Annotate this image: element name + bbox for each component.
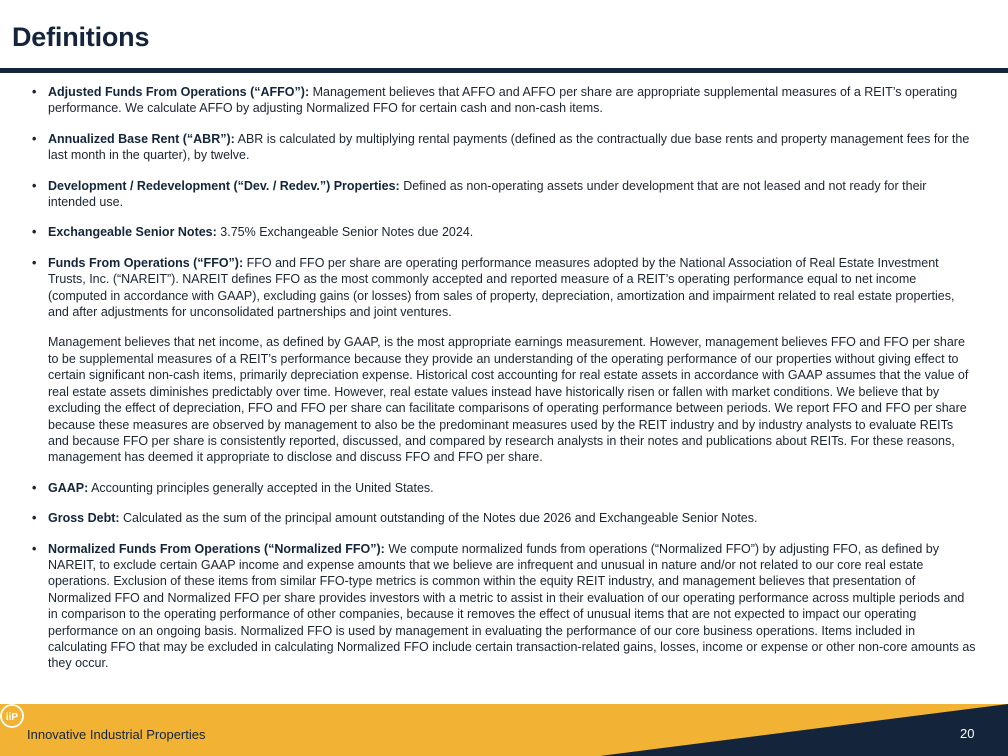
- definition-text: Management believes that AFFO and AFFO per share are appropriate supplemental measures of a REIT’s operating performance. We calculate AFFO by adjusting Normalized FFO for certain cash and non-cash items.: [48, 85, 958, 116]
- definitions-list: [32, 84, 976, 686]
- definition-term: Exchangeable Senior Notes:: [48, 225, 217, 240]
- definition-normalized-ffo: [32, 541, 976, 672]
- page-title: Definitions: [12, 22, 150, 52]
- definition-term: Annualized Base Rent (“ABR”):: [48, 131, 235, 146]
- definition-term: Adjusted Funds From Operations (“AFFO”):: [48, 85, 310, 99]
- bullet: •: [32, 131, 37, 146]
- definition-text: Calculated as the sum of the principal amount outstanding of the Notes due 2026 and Exchangeable Senior Notes.: [123, 511, 758, 526]
- definition-dev-redev: [32, 178, 976, 211]
- definition-gross-debt: [32, 510, 976, 526]
- definition-text: Defined as non-operating assets under development that are not leased and not ready for their intended use.: [48, 178, 927, 210]
- definition-text: FFO and FFO per share are operating performance measures adopted by the National Association of Real Estate Investment Trusts, Inc. (“NAREIT”). NAREIT defines FFO as the most commonly accepted and reported measure of a REIT’s operating performance equal to net income (computed in accordance with GAAP), excluding gains (or losses) from sales of property, depreciation, amortization and impairment related to real estate properties, and after adjustments for unconsolidated partnerships and joint ventures.: [48, 255, 955, 320]
- definition-text: We compute normalized funds from operations (“Normalized FFO”) by adjusting FFO, as defined by NAREIT, to exclude certain GAAP income and expense amounts that we believe are infrequent and unusual in nature and/or not related to our core real estate operations. Exclusion of these items from similar FFO-type metrics is common within the equity REIT industry, and management believes that presentation of Normalized FFO and Normalized FFO per share provides investors with a metric to assist in their evaluation of our operating performance across multiple periods and in comparison to the operating performance of other companies, because it removes the effect of unusual items that are not expected to impact our operating performance on an ongoing basis. Normalized FFO is used by management in evaluating the performance of our core business operations. Items included in calculating FFO that may be excluded in calculating Normalized FFO include certain transaction-related gains, losses, income or expense or other non-core amounts as they occur.: [48, 541, 976, 671]
- bullet: •: [32, 511, 37, 526]
- company-logo-icon: [0, 704, 24, 728]
- definition-term: Development / Redevelopment (“Dev. / Redev.”) Properties:: [48, 178, 400, 193]
- bullet: •: [32, 225, 37, 240]
- bullet: •: [32, 255, 37, 270]
- definition-term: GAAP:: [48, 480, 89, 495]
- definition-gaap: [32, 480, 976, 496]
- definition-abr: [32, 131, 976, 164]
- footer: [0, 704, 1008, 756]
- footer-company-name: Innovative Industrial Properties: [27, 727, 206, 742]
- bullet: •: [32, 541, 37, 556]
- definition-term: Funds From Operations (“FFO”):: [48, 255, 244, 270]
- definition-text: ABR is calculated by multiplying rental payments (defined as the contractually due base rents and property management fees for the last month in the quarter), by twelve.: [48, 131, 970, 163]
- definition-text: 3.75% Exchangeable Senior Notes due 2024.: [220, 225, 474, 240]
- definition-term: Normalized Funds From Operations (“Normalized FFO”):: [48, 541, 385, 556]
- bullet: •: [32, 85, 37, 99]
- definition-exchangeable-notes: [32, 224, 976, 240]
- definition-affo: [32, 84, 976, 117]
- ffo-paragraph: Management believes that net income, as defined by GAAP, is the most appropriate earnings measurement. However, management believes FFO and FFO per share to be supplemental measures of a REIT’s performance because they provide an understanding of the operating performance of our properties without giving effect to certain significant non-cash items, primarily depreciation expense. Historical cost accounting for real estate assets in accordance with GAAP assumes that the value of real estate assets diminishes predictably over time. However, real estate values instead have historically risen or fallen with market conditions. We believe that by excluding the effect of depreciation, FFO and FFO per share can facilitate comparisons of operating performance between periods. We report FFO and FFO per share because these measures are observed by management to also be the predominant measures used by the REIT industry and by industry analysts to evaluate REITs and because FFO per share is consistently reported, discussed, and compared by research analysts in their notes and publications about REITs. For these reasons, management has deemed it appropriate to disclose and discuss FFO and FFO per share.: [48, 335, 969, 465]
- definition-text: Accounting principles generally accepted in the United States.: [91, 480, 434, 495]
- svg-text:iiP: iiP: [5, 712, 19, 723]
- bullet: •: [32, 178, 37, 193]
- page-number: 20: [960, 726, 975, 741]
- title-divider: [0, 68, 1008, 73]
- bullet: •: [32, 480, 37, 495]
- definition-ffo: [32, 255, 976, 321]
- definition-term: Gross Debt:: [48, 511, 120, 526]
